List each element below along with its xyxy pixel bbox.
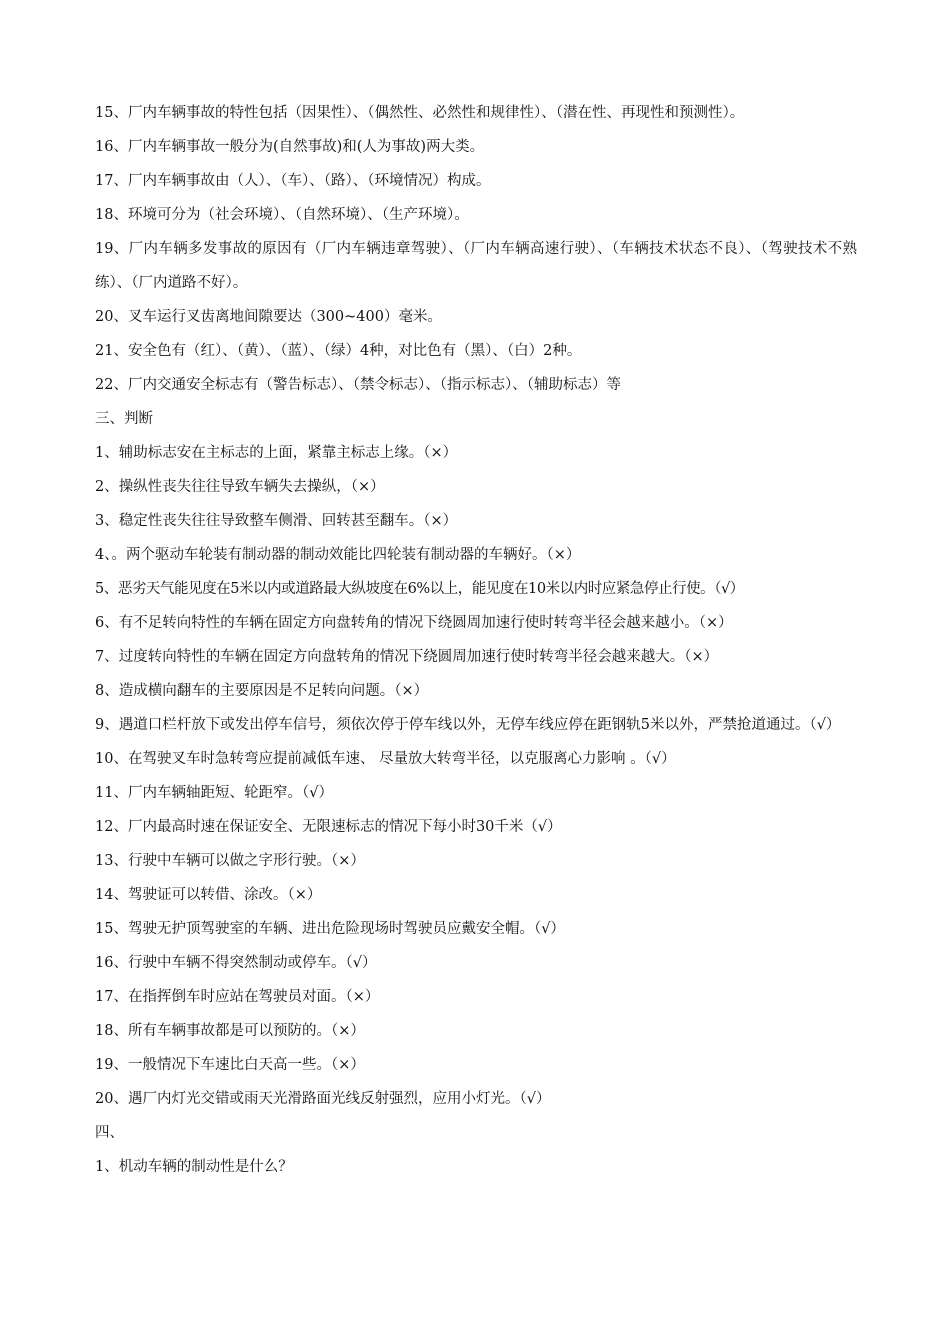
judgement-13: 13、行驶中车辆可以做之字形行驶。（×） bbox=[95, 853, 365, 869]
document-body bbox=[95, 96, 857, 1184]
judgement-11: 11、厂内车辆轴距短、轮距窄。（√） bbox=[95, 785, 333, 801]
judgement-20: 20、遇厂内灯光交错或雨天光滑路面光线反射强烈，应用小灯光。（√） bbox=[95, 1091, 551, 1107]
judgement-1: 1、辅助标志安在主标志的上面，紧靠主标志上缘。（×） bbox=[95, 445, 458, 461]
fill-blank-17: 17、厂内车辆事故由（人）、（车）、（路）、（环境情况）构成。 bbox=[95, 173, 491, 189]
fill-blank-21: 21、安全色有（红）、（黄）、（蓝）、（绿）4种，对比色有（黑）、（白）2种。 bbox=[95, 343, 582, 359]
fill-blank-20: 20、叉车运行叉齿离地间隙要达（300~400）毫米。 bbox=[95, 309, 442, 325]
fill-blank-22: 22、厂内交通安全标志有（警告标志）、（禁令标志）、（指示标志）、（辅助标志）等 bbox=[95, 377, 621, 393]
fill-blank-18: 18、环境可分为（社会环境）、（自然环境）、（生产环境）。 bbox=[95, 207, 469, 223]
judgement-8: 8、造成横向翻车的主要原因是不足转向问题。（×） bbox=[95, 683, 429, 699]
judgement-9: 9、遇道口栏杆放下或发出停车信号，须依次停于停车线以外，无停车线应停在距钢轨5米以外，严禁抢道通过。（√） bbox=[95, 717, 841, 733]
judgement-18: 18、所有车辆事故都是可以预防的。（×） bbox=[95, 1023, 365, 1039]
fill-blank-19: 19、厂内车辆多发事故的原因有（厂内车辆违章驾驶）、（厂内车辆高速行驶）、（车辆技术状态不良）、（驾驶技术不熟练）、（厂内道路不好）。 bbox=[95, 241, 857, 291]
judgement-15: 15、驾驶无护顶驾驶室的车辆、进出危险现场时驾驶员应戴安全帽。（√） bbox=[95, 921, 565, 937]
judgement-4: 4、。两个驱动车轮装有制动器的制动效能比四轮装有制动器的车辆好。（×） bbox=[95, 547, 581, 563]
judgement-5: 5、恶劣天气能见度在5米以内或道路最大纵坡度在6%以上，能见度在10米以内时应紧急停止行使。（√） bbox=[95, 581, 744, 597]
judgement-12: 12、厂内最高时速在保证安全、无限速标志的情况下每小时30千米（√） bbox=[95, 819, 562, 835]
judgement-6: 6、有不足转向特性的车辆在固定方向盘转角的情况下绕圆周加速行使时转弯半径会越来越小。（×） bbox=[95, 615, 733, 631]
section-heading-judgement: 三、判断 bbox=[95, 411, 153, 427]
judgement-7: 7、过度转向特性的车辆在固定方向盘转角的情况下绕圆周加速行使时转弯半径会越来越大。（×） bbox=[95, 649, 719, 665]
judgement-3: 3、稳定性丧失往往导致整车侧滑、回转甚至翻车。（×） bbox=[95, 513, 458, 529]
section-heading-four: 四、 bbox=[95, 1125, 124, 1141]
judgement-14: 14、驾驶证可以转借、涂改。（×） bbox=[95, 887, 322, 903]
judgement-17: 17、在指挥倒车时应站在驾驶员对面。（×） bbox=[95, 989, 380, 1005]
fill-blank-15: 15、厂内车辆事故的特性包括（因果性）、（偶然性、必然性和规律性）、（潜在性、再现性和预测性）。 bbox=[95, 105, 745, 121]
judgement-16: 16、行驶中车辆不得突然制动或停车。（√） bbox=[95, 955, 377, 971]
fill-blank-16: 16、厂内车辆事故一般分为(自然事故)和(人为事故)两大类。 bbox=[95, 139, 485, 155]
judgement-10: 10、在驾驶叉车时急转弯应提前减低车速、 尽量放大转弯半径，以克服离心力影响 。（√） bbox=[95, 751, 676, 767]
judgement-19: 19、一般情况下车速比白天高一些。（×） bbox=[95, 1057, 365, 1073]
judgement-2: 2、操纵性丧失往往导致车辆失去操纵，（×） bbox=[95, 479, 385, 495]
question-1: 1、机动车辆的制动性是什么？ bbox=[95, 1159, 293, 1175]
